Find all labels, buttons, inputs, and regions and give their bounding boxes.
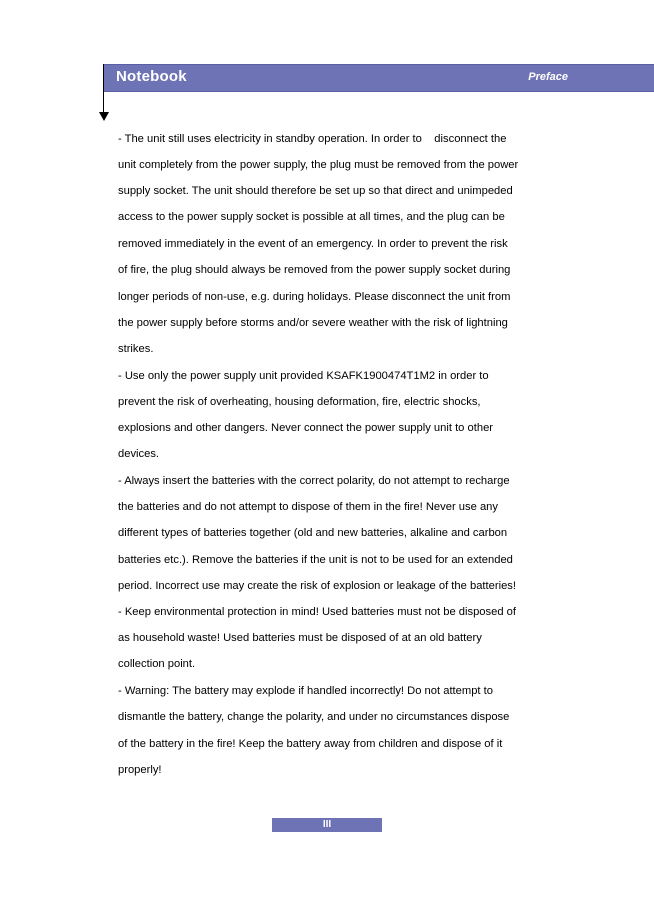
text-line: access to the power supply socket is possible at all times, and the plug can be [118,211,505,223]
text-line: longer periods of non-use, e.g. during holidays. Please disconnect the unit from [118,291,511,303]
text-line: dismantle the battery, change the polarity, and under no circumstances dispose [118,711,510,723]
text-line: of the battery in the fire! Keep the battery away from children and dispose of it [118,738,503,750]
text-line: the power supply before storms and/or severe weather with the risk of lightning [118,317,508,329]
text-line: - Always insert the batteries with the correct polarity, do not attempt to recharge [118,475,510,487]
text-line: devices. [118,448,160,460]
footer-tile-pattern [0,800,654,910]
text-line: supply socket. The unit should therefore be set up so that direct and unimpeded [118,185,513,197]
document-title: Notebook [116,68,187,85]
text-line: explosions and other dangers. Never connect the power supply unit to other [118,422,494,434]
section-title: Preface [528,71,568,83]
text-line: the batteries and do not attempt to dispose of them in the fire! Never use any [118,501,498,513]
text-line: properly! [118,764,162,776]
text-line: different types of batteries together (old and new batteries, alkaline and carbon [118,527,508,539]
text-line: - Warning: The battery may explode if handled incorrectly! Do not attempt to [118,685,493,697]
text-line: - Use only the power supply unit provided KSAFK1900474T1M2 in order to [118,370,489,382]
text-line: batteries etc.). Remove the batteries if the unit is not to be used for an extended [118,554,513,566]
text-line: - Keep environmental protection in mind! Used batteries must not be disposed of [118,606,516,618]
page-number: III [272,818,382,832]
text-line: prevent the risk of overheating, housing deformation, fire, electric shocks, [118,396,481,408]
text-line: as household waste! Used batteries must be disposed of at an old battery [118,632,482,644]
text-line: removed immediately in the event of an emergency. In order to prevent the risk [118,238,508,250]
text-line: unit completely from the power supply, the plug must be removed from the power [118,159,519,171]
text-line: strikes. [118,343,154,355]
text-line: collection point. [118,658,196,670]
text-line: of fire, the plug should always be removed from the power supply socket during [118,264,511,276]
text-line: period. Incorrect use may create the risk of explosion or leakage of the batteries! [118,580,516,592]
text-line: - The unit still uses electricity in standby operation. In order to disconnect the [118,133,507,145]
